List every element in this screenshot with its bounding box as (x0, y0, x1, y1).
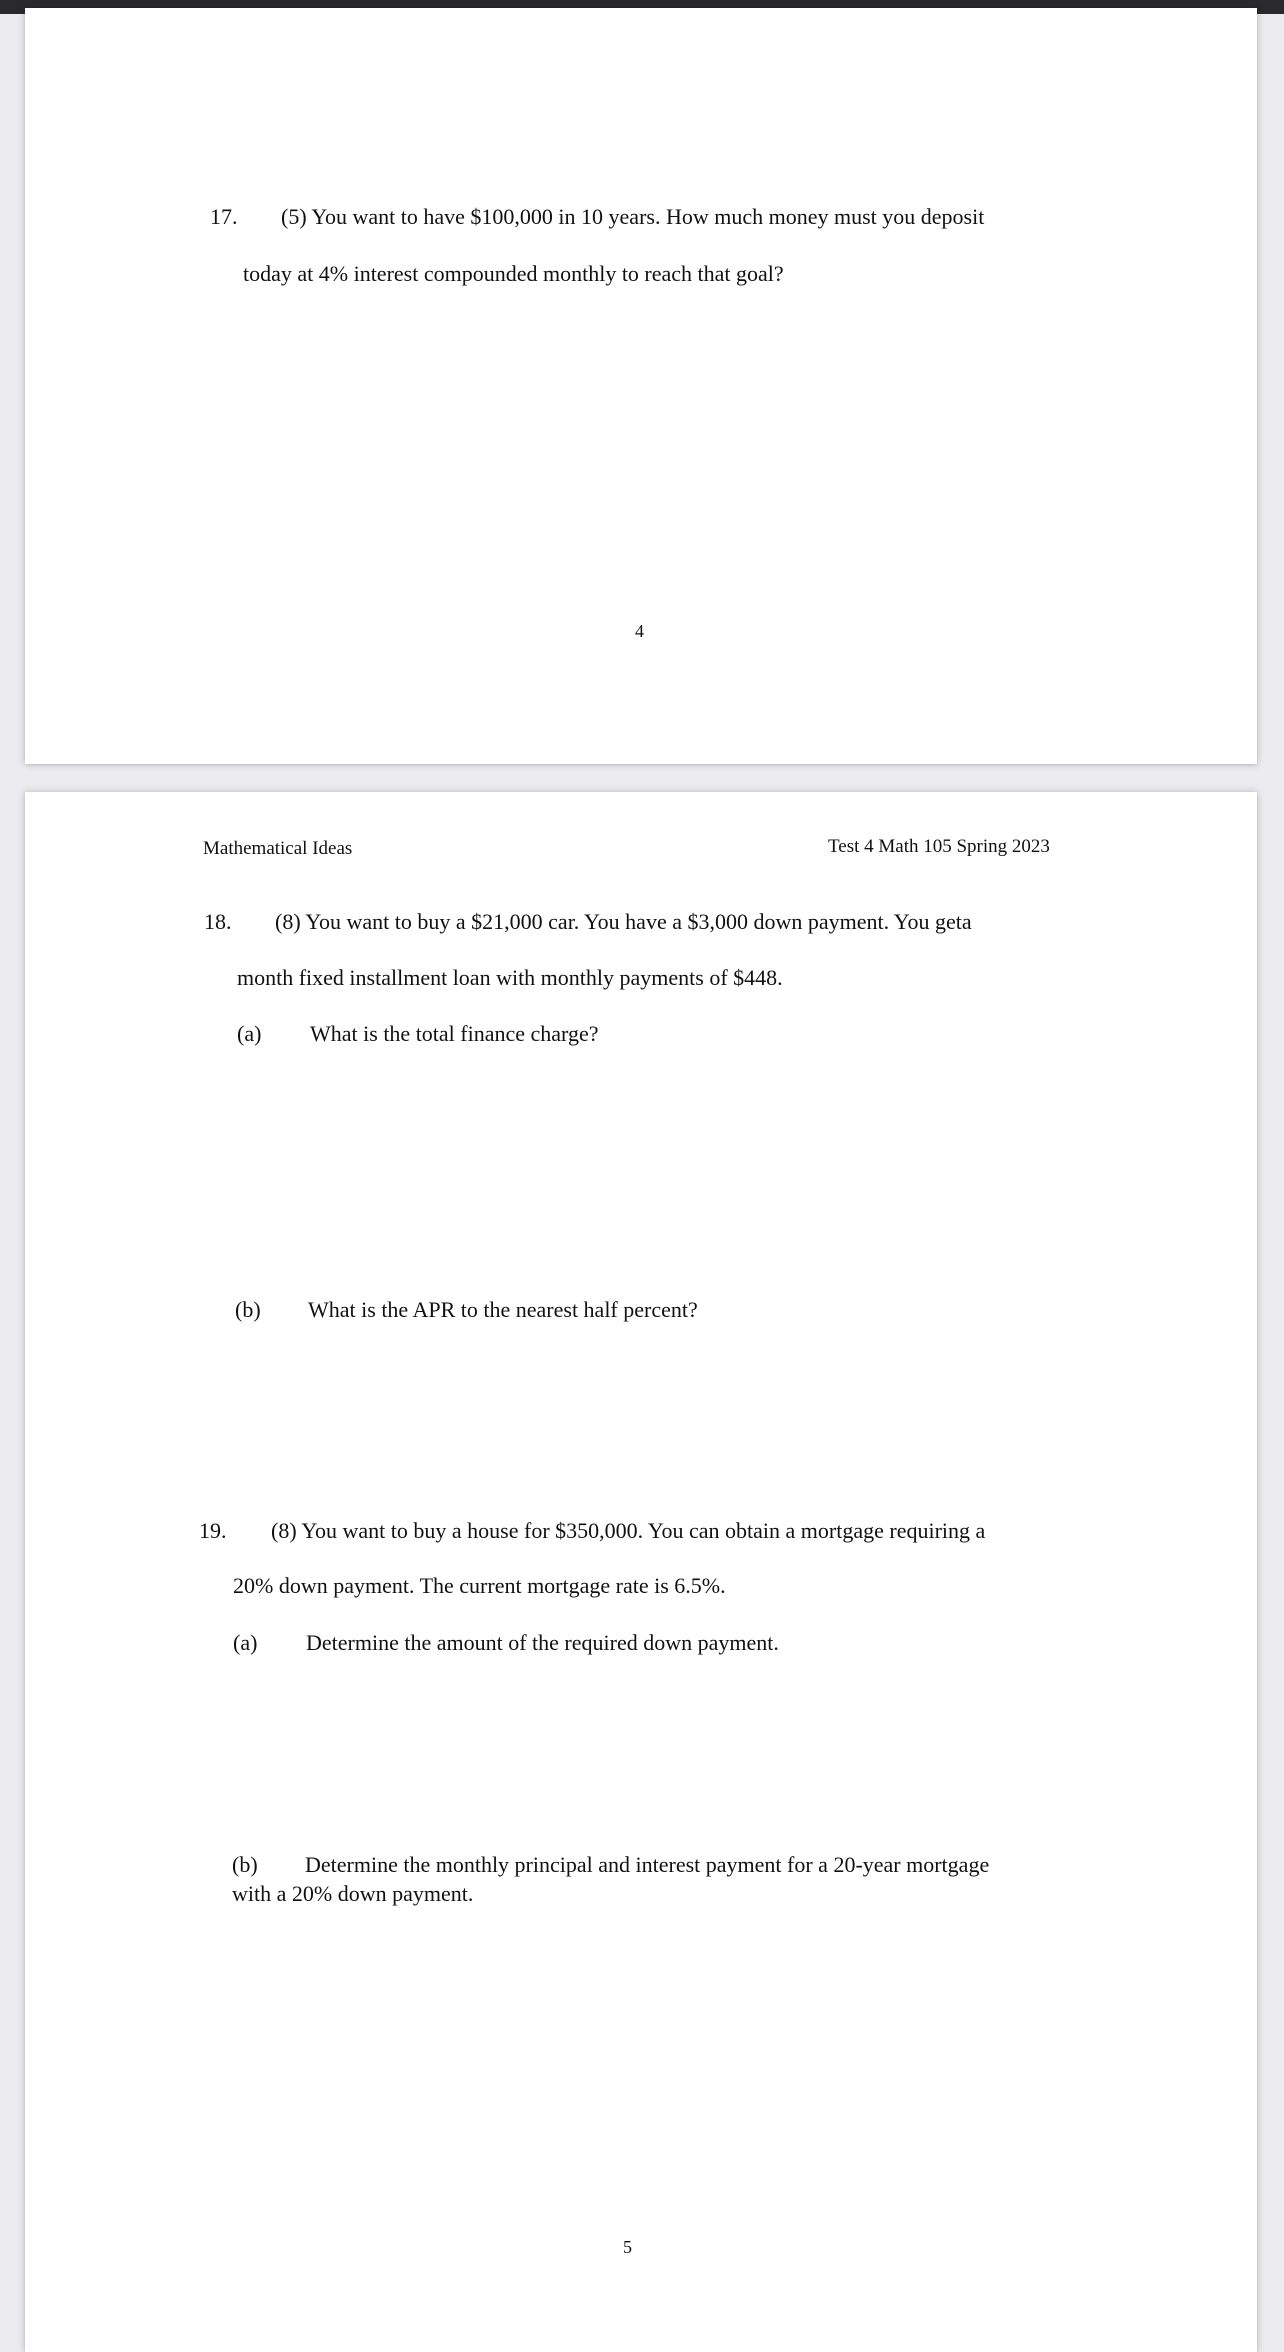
page-number: 4 (635, 621, 644, 641)
question-18a-text: What is the total finance charge? (310, 1021, 599, 1046)
question-18-number: 18. (204, 909, 232, 934)
question-18-text-line1: (8) You want to buy a $21,000 car. You have a $3,000 down payment. You geta (275, 909, 972, 934)
question-19-number: 19. (199, 1518, 227, 1543)
question-19b-text-line2: with a 20% down payment. (232, 1881, 474, 1906)
header-test-title: Test 4 Math 105 Spring 2023 (828, 836, 1050, 857)
question-19b-text: Determine the monthly principal and interest payment for a 20-year mortgage (305, 1852, 990, 1877)
document-page-5 (25, 792, 1257, 2352)
question-17-number: 17. (210, 204, 238, 229)
question-19b-label: (b) (232, 1852, 258, 1877)
question-18a-label: (a) (237, 1021, 262, 1046)
question-19-text-line2: 20% down payment. The current mortgage rate is 6.5%. (233, 1573, 726, 1598)
question-19-text-line1: (8) You want to buy a house for $350,000. You can obtain a mortgage requiring a (271, 1518, 986, 1543)
question-19a-text: Determine the amount of the required down payment. (306, 1630, 779, 1655)
question-19a-label: (a) (233, 1630, 258, 1655)
question-18b-label: (b) (235, 1297, 261, 1322)
page-number: 5 (623, 2237, 632, 2257)
question-17-text-line2: today at 4% interest compounded monthly to reach that goal? (243, 261, 784, 286)
question-18-text-line2: month fixed installment loan with monthly payments of $448. (237, 965, 783, 990)
question-18b-text: What is the APR to the nearest half percent? (308, 1297, 698, 1322)
question-17-text-line1: (5) You want to have $100,000 in 10 years. How much money must you deposit (281, 204, 985, 229)
document-page-4 (25, 8, 1257, 764)
header-course-title: Mathematical Ideas (203, 838, 353, 859)
